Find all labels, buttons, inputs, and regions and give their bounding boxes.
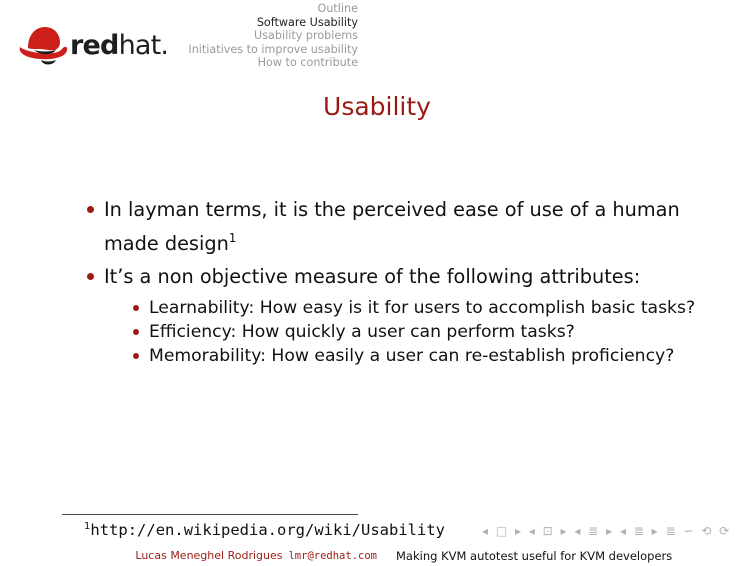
nav-item-how-to-contribute[interactable]: How to contribute xyxy=(257,56,358,70)
footer-author-block xyxy=(0,549,377,562)
nav-item-initiatives[interactable]: Initiatives to improve usability xyxy=(188,42,358,56)
nav-item-software-usability[interactable]: Software Usability xyxy=(256,15,358,29)
footnote xyxy=(84,521,445,539)
bullet-item xyxy=(84,196,724,258)
footnote-mark: 1 xyxy=(84,521,91,532)
nav-item-outline[interactable]: Outline xyxy=(317,2,358,15)
footer-author: Lucas Meneghel Rodrigues xyxy=(135,549,283,562)
frame-nav-icon[interactable]: ◂ □ ▸ xyxy=(482,524,524,538)
section-navigation xyxy=(188,2,358,70)
appendix-nav-icon[interactable]: ≣ xyxy=(665,524,678,538)
footnote-ref: 1 xyxy=(228,231,237,245)
nav-item-usability-problems[interactable]: Usability problems xyxy=(254,29,358,43)
shadowman-icon xyxy=(18,22,70,68)
document-nav-icon[interactable]: ◂ ≣ ▸ xyxy=(619,524,660,538)
footnote-rule xyxy=(62,514,358,515)
slide-title: Usability xyxy=(323,92,431,121)
bullet-text: It’s a non objective measure of the following attributes: xyxy=(104,265,641,288)
subsection-nav-icon[interactable]: ◂ ⊡ ▸ xyxy=(528,524,569,538)
bullet-text: In layman terms, it is the perceived ease of use of a human made design xyxy=(104,198,680,255)
beamer-navigation-symbols xyxy=(482,524,731,538)
footer-talk-title: Making KVM autotest useful for KVM developers xyxy=(396,549,673,563)
sub-bullet-item: Learnability: How easy is it for users to accomplish basic tasks? xyxy=(84,296,724,320)
search-back-forward-icon[interactable]: ∽ ⟲ ⟳ xyxy=(683,524,732,538)
bullet-list xyxy=(84,196,724,368)
redhat-wordmark xyxy=(70,30,168,61)
section-nav-icon[interactable]: ◂ ≣ ▸ xyxy=(574,524,615,538)
footnote-url[interactable]: http://en.wikipedia.org/wiki/Usability xyxy=(90,521,445,539)
wordmark-light: hat. xyxy=(118,30,169,61)
sub-bullet-item: Efficiency: How quickly a user can perform tasks? xyxy=(84,320,724,344)
footer-email: lmr@redhat.com xyxy=(288,550,377,562)
bullet-item xyxy=(84,263,724,291)
sub-bullet-item: Memorability: How easily a user can re-establish proficiency? xyxy=(84,344,724,368)
wordmark-bold: red xyxy=(70,30,119,61)
